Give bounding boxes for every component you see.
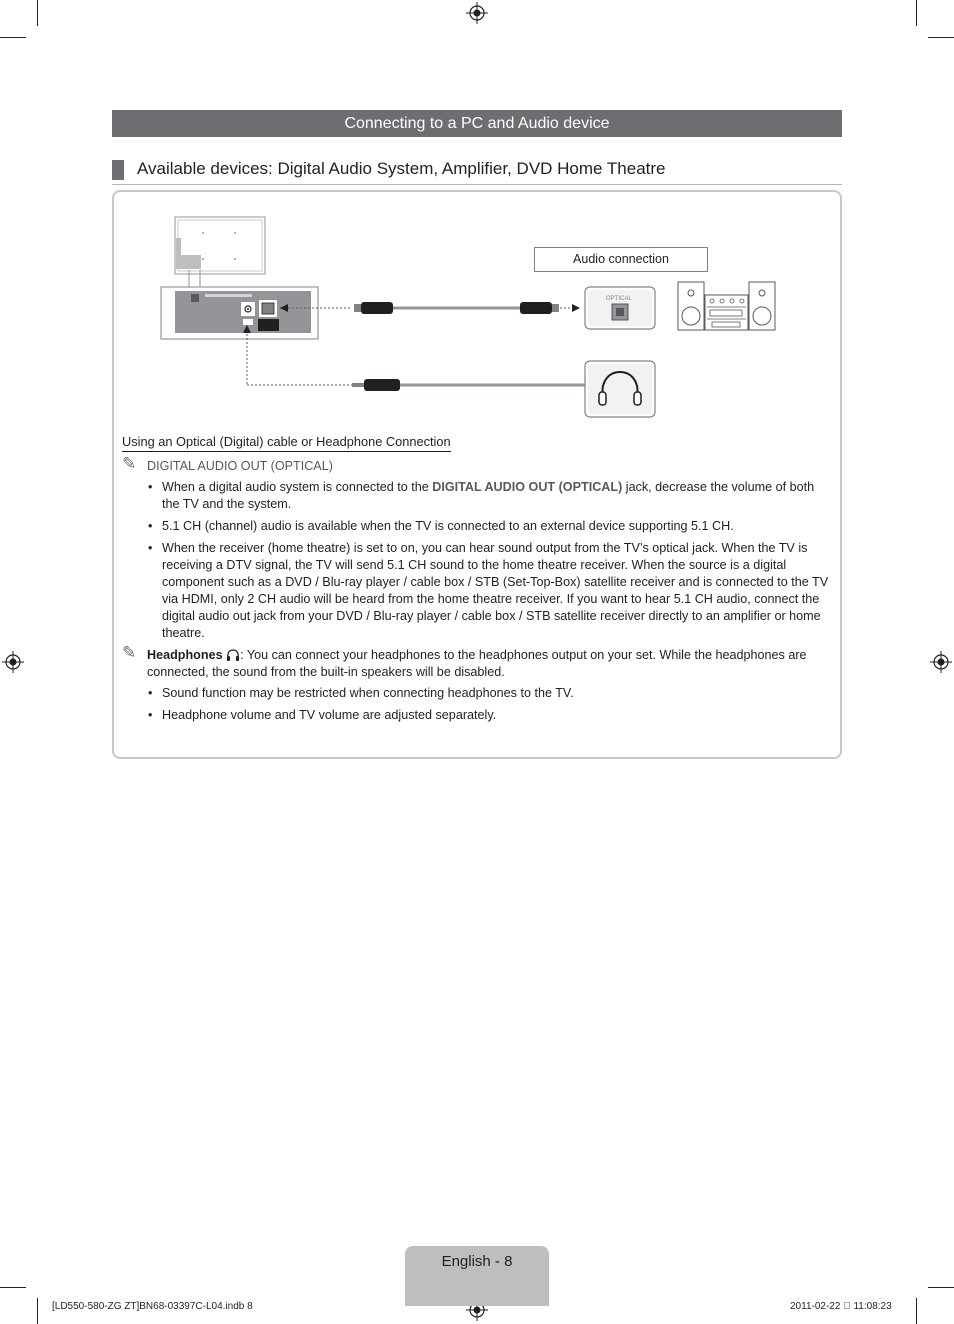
pencil-note-icon: ✎: [122, 454, 137, 473]
optical-cable: [280, 302, 580, 314]
bullet-icon: •: [148, 519, 153, 533]
digital-audio-note: [122, 454, 830, 475]
tv-rear-illustration: [175, 217, 265, 287]
headphone-icon: [226, 649, 240, 661]
crop-mark: [916, 1298, 917, 1324]
instructions-text: [122, 433, 830, 729]
headphone-bullets: [122, 685, 830, 724]
crop-mark: [0, 1287, 26, 1288]
tv-port-panel: [161, 287, 318, 339]
bullet-icon: •: [148, 541, 153, 555]
list-item: • Sound function may be restricted when connecting headphones to the TV.: [148, 686, 574, 700]
headphones-note: [122, 643, 830, 681]
registration-mark-icon: [2, 651, 24, 673]
crop-mark: [37, 1298, 38, 1324]
registration-mark-icon: [930, 651, 952, 673]
bullet-icon: •: [148, 480, 153, 494]
list-item: • 5.1 CH (channel) audio is available when the TV is connected to an external device supporting 5.1 CH.: [148, 519, 734, 533]
digital-note-title: DIGITAL AUDIO OUT (OPTICAL): [147, 459, 333, 473]
headphones-text: : You can connect your headphones to the headphones output on your set. While the headphones are connected, the sound from the built-in speakers will be disabled.: [147, 648, 807, 679]
print-timestamp: 2011-02-22 ￿ 11:08:23: [790, 1301, 892, 1312]
optical-port-device: [585, 287, 655, 329]
list-item: • Headphone volume and TV volume are adjusted separately.: [148, 708, 497, 722]
audio-system-illustration: [678, 282, 775, 330]
headphones-title: Headphones: [147, 648, 223, 662]
list-item: • When a digital audio system is connected to the DIGITAL AUDIO OUT (OPTICAL) jack, decrease the volume of both the TV and the system.: [148, 480, 815, 511]
list-item: • When the receiver (home theatre) is set to on, you can hear sound output from the TV’s optical jack. When the TV is receiving a DTV signal, the TV will send 5.1 CH sound to the home theatre receiver. When the source is a digital component such as a DVD / Blu-ray player / cable box / STB (Set-Top-Box) satellite receiver and is connected to the TV via HDMI, only 2 CH audio will be heard from the home theatre receiver. If you want to hear 5.1 CH audio, connect the digital audio out jack from your DVD / Blu-ray player / cable box / STB satellite receiver directly to an amplifier or home theatre.: [148, 541, 829, 640]
pencil-note-icon: ✎: [122, 643, 137, 662]
headphone-device: [585, 361, 655, 417]
digital-bullets: [122, 479, 830, 642]
page-number-tab: English - 8: [405, 1246, 549, 1306]
file-info: [LD550-580-ZG ZT]BN68-03397C-L04.indb 8: [52, 1301, 253, 1312]
crop-mark: [928, 1287, 954, 1288]
audio-connection-label: Audio connection: [534, 247, 708, 272]
usage-heading: Using an Optical (Digital) cable or Headphone Connection: [122, 433, 451, 452]
connection-diagram: [0, 0, 954, 430]
section-title: Connecting to a PC and Audio device: [112, 110, 842, 137]
bullet-icon: •: [148, 686, 153, 700]
optical-port-label: OPTICAL: [606, 296, 632, 302]
bullet-icon: •: [148, 708, 153, 722]
subheading-text: Available devices: Digital Audio System, Amplifier, DVD Home Theatre: [137, 159, 666, 178]
